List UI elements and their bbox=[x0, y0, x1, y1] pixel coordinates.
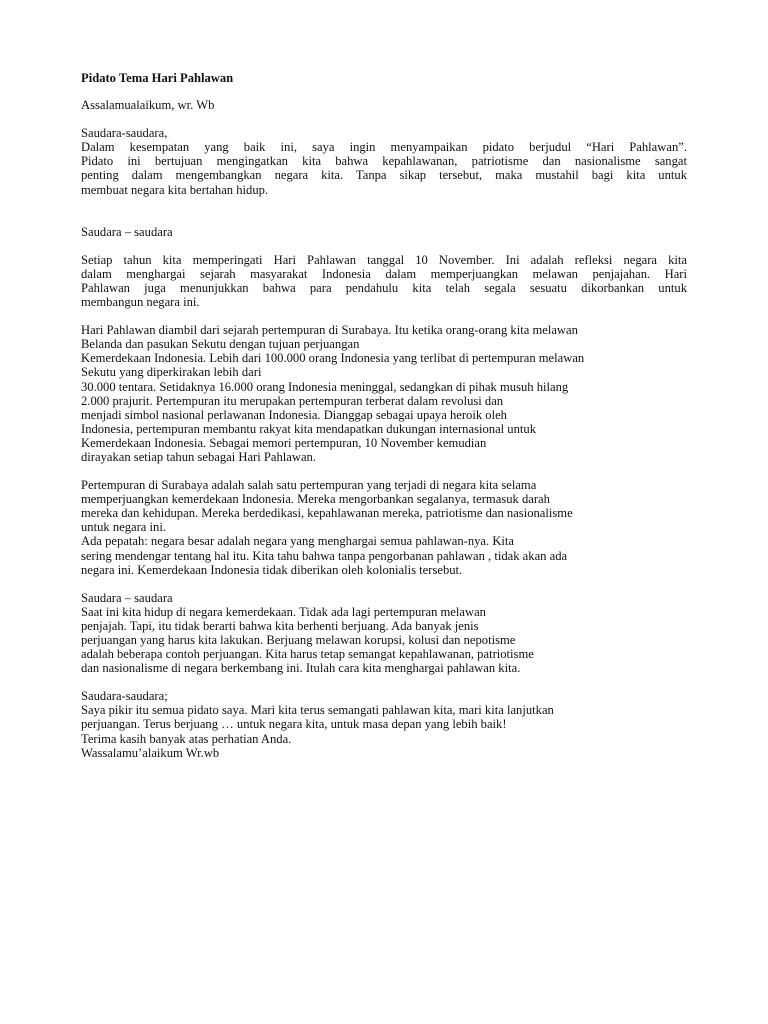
text-line: Pahlawan juga menunjukkan bahwa para pendahulu kita telah segala sesuatu dikorbankan untuk bbox=[81, 280, 687, 295]
text-line: mereka dan kehidupan. Mereka berdedikasi, kepahlawanan mereka, patriotisme dan nasionalisme bbox=[81, 506, 573, 521]
paragraph-heading bbox=[81, 225, 687, 239]
text-line: Saat ini kita hidup di negara kemerdekaan. Tidak ada lagi pertempuran melawan bbox=[81, 604, 486, 619]
text-line: penting dalam mengembangkan negara kita. Tanpa sikap tersebut, maka mustahil bagi kita untuk bbox=[81, 168, 687, 183]
text-line: Pertempuran di Surabaya adalah salah satu pertempuran yang terjadi di negara kita selama bbox=[81, 478, 537, 493]
text-line: Ada pepatah: negara besar adalah negara yang menghargai semua pahlawan-nya. Kita bbox=[81, 534, 515, 549]
text-line: Saudara-saudara, bbox=[81, 126, 168, 141]
text-line: Terima kasih banyak atas perhatian Anda. bbox=[81, 731, 292, 746]
paragraph-present-day bbox=[81, 591, 687, 676]
paragraph-history bbox=[81, 323, 687, 464]
text-line: Indonesia, pertempuran membantu rakyat kita mendapatkan dukungan internasional untuk bbox=[81, 421, 536, 436]
text-line: Dalam kesempatan yang baik ini, saya ingin menyampaikan pidato berjudul “Hari Pahlawan”. bbox=[81, 140, 687, 155]
text-line: negara ini. Kemerdekaan Indonesia tidak diberikan oleh kolonialis tersebut. bbox=[81, 562, 463, 577]
paragraph-commemoration bbox=[81, 253, 687, 309]
text-line: Kemerdekaan Indonesia. Sebagai memori pertempuran, 10 November kemudian bbox=[81, 435, 487, 450]
text-line: Saudara – saudara bbox=[81, 224, 173, 239]
text-line: menjadi simbol nasional perlawanan Indonesia. Dianggap sebagai upaya heroik oleh bbox=[81, 407, 507, 422]
text-line: perjuangan yang harus kita lakukan. Berjuang melawan korupsi, kolusi dan nepotisme bbox=[81, 633, 516, 647]
text-line: membuat negara kita bertahan hidup. bbox=[81, 182, 269, 197]
text-line: Belanda dan pasukan Sekutu dengan tujuan perjuangan bbox=[81, 337, 360, 352]
text-line: Saudara-saudara; bbox=[81, 689, 168, 704]
text-line: perjuangan. Terus berjuang … untuk negara kita, untuk masa depan yang lebih baik! bbox=[81, 717, 507, 732]
greeting: Assalamualaikum, wr. Wb bbox=[81, 98, 215, 113]
text-line: Sekutu yang diperkirakan lebih dari bbox=[81, 365, 262, 380]
text-line: penjajah. Tapi, itu tidak berarti bahwa kita berhenti berjuang. Ada banyak jenis bbox=[81, 618, 479, 633]
paragraph-closing bbox=[81, 689, 687, 759]
text-line: Wassalamu’alaikum Wr.wb bbox=[81, 745, 220, 760]
text-line: Saya pikir itu semua pidato saya. Mari kita terus semangati pahlawan kita, mari kita lanjutkan bbox=[81, 703, 554, 718]
text-line: membangun negara ini. bbox=[81, 295, 200, 310]
text-line: Saudara – saudara bbox=[81, 590, 173, 605]
text-line: 2.000 prajurit. Pertempuran itu merupakan pertempuran terberat dalam revolusi dan bbox=[81, 393, 504, 408]
text-line: memperjuangkan kemerdekaan Indonesia. Mereka mengorbankan segalanya, termasuk darah bbox=[81, 492, 550, 507]
text-line: Kemerdekaan Indonesia. Lebih dari 100.000 orang Indonesia yang terlibat di pertempuran melawan bbox=[81, 351, 585, 366]
text-line: dan nasionalisme di negara berkembang ini. Itulah cara kita menghargai pahlawan kita. bbox=[81, 661, 521, 676]
text-line: adalah beberapa contoh perjuangan. Kita harus tetap semangat kepahlawanan, patriotisme bbox=[81, 647, 534, 662]
text-line: dirayakan setiap tahun sebagai Hari Pahlawan. bbox=[81, 449, 316, 464]
text-line: Hari Pahlawan diambil dari sejarah pertempuran di Surabaya. Itu ketika orang-orang kita melawan bbox=[81, 323, 578, 338]
text-line: untuk negara ini. bbox=[81, 520, 166, 535]
paragraph-opening bbox=[81, 126, 687, 196]
text-line: 30.000 tentara. Setidaknya 16.000 orang Indonesia meninggal, sedangkan di pihak musuh hilang bbox=[81, 379, 569, 394]
text-line: dalam menghargai sejarah masyarakat Indonesia dalam memperjuangkan melawan penjajahan. Hari bbox=[81, 266, 687, 281]
text-line: sering mendengar tentang hal itu. Kita tahu bahwa tanpa pengorbanan pahlawan , tidak akan ada bbox=[81, 548, 568, 563]
paragraph-surabaya bbox=[81, 478, 687, 577]
document-title: Pidato Tema Hari Pahlawan bbox=[81, 71, 234, 85]
text-line: Pidato ini bertujuan mengingatkan kita bahwa kepahlawanan, patriotisme dan nasionalisme sangat bbox=[81, 154, 687, 169]
text-line: Setiap tahun kita memperingati Hari Pahlawan tanggal 10 November. Ini adalah refleksi negara kita bbox=[81, 252, 687, 267]
document-body bbox=[81, 71, 687, 760]
